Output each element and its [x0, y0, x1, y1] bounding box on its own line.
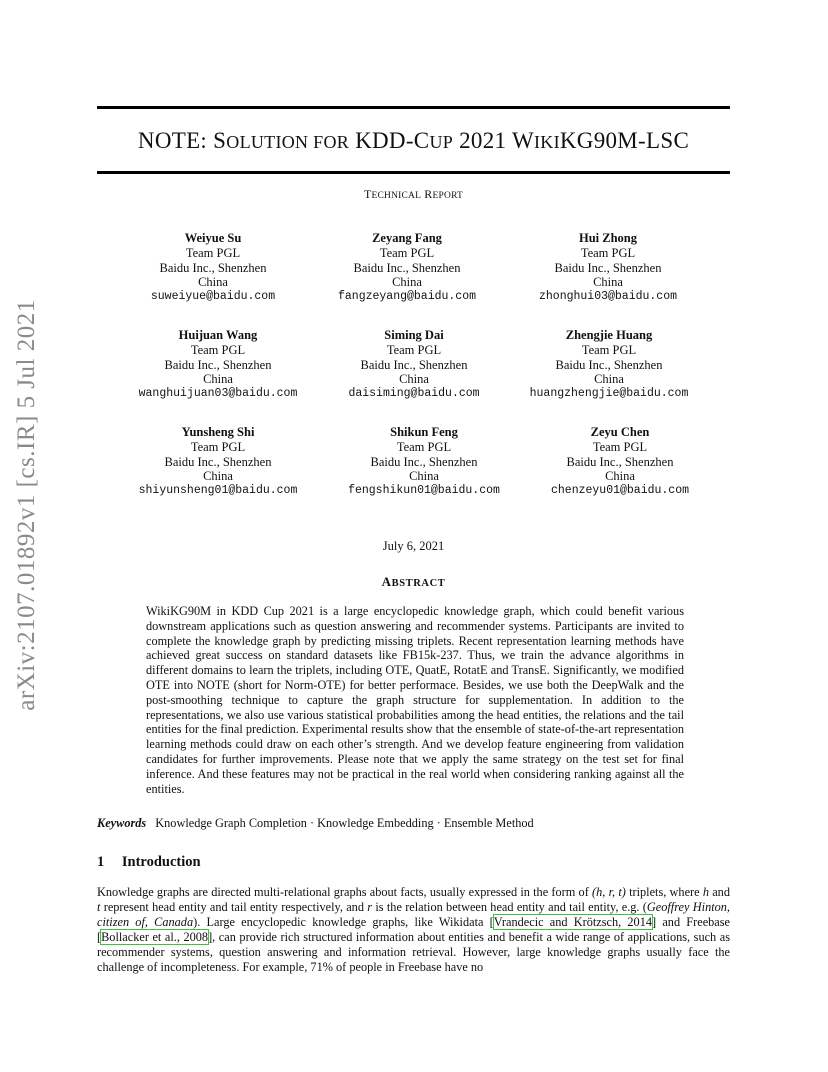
author-affiliation: Baidu Inc., Shenzhen: [360, 357, 468, 372]
author-affiliation: Baidu Inc., Shenzhen: [566, 454, 674, 469]
author-affiliation: Baidu Inc., Shenzhen: [370, 454, 478, 469]
author-country: China: [593, 275, 623, 290]
author-name: Zeyang Fang: [372, 231, 442, 245]
author-name: Yunsheng Shi: [181, 425, 255, 439]
paper-subtitle: TECHNICAL REPORT: [363, 187, 464, 201]
author-country: China: [594, 372, 624, 387]
author-block: [329, 425, 519, 499]
author-country: China: [203, 469, 233, 484]
author-block: [123, 328, 313, 402]
author-team: Team PGL: [185, 245, 241, 260]
author-team: Team PGL: [386, 342, 442, 357]
author-email[interactable]: zhonghui03@baidu.com: [538, 290, 678, 304]
abstract-text: WikiKG90M in KDD Cup 2021 is a large encyclopedic knowledge graph, which could benefit various downstream applications such as question answering and recommender systems. Participants are invited to complete the knowledge graph by predicting missing triplets. Recent representation learning methods have achieved great success on standard datasets like FB15k-237. Thus, we train the advance algorithms in different domains to learn the triplets, including OTE, QuatE, RotatE and TransE. Significantly, we modified OTE into NOTE (short for Norm-OTE) for better performace. Besides, we use both the DeepWalk and the post-smoothing technique to capture the graph structure for supplementation. In addition to the representations, we also use various statistical probabilities among the head entities, the relations and the tail entities for the final prediction. Experimental results show that the ensemble of state-of-the-art representation learning methods could draw on each other’s strength. And we develop feature engineering from validation candidates for further improvements. Please note that we apply the same strategy on the test set for final inference. And these features may not be practical in the real world when considering ranking against all the entities.: [146, 604, 684, 796]
author-email[interactable]: suweiyue@baidu.com: [150, 290, 276, 304]
author-team: Team PGL: [396, 439, 452, 454]
keywords-text: Knowledge Graph Completion · Knowledge Embedding · Ensemble Method: [155, 816, 534, 830]
author-affiliation: Baidu Inc., Shenzhen: [554, 260, 662, 275]
author-block: [513, 231, 703, 305]
author-team: Team PGL: [190, 439, 246, 454]
author-block: [123, 425, 313, 499]
author-block: [514, 328, 704, 402]
author-affiliation: Baidu Inc., Shenzhen: [164, 454, 272, 469]
paper-date: July 6, 2021: [382, 539, 445, 553]
author-name: Hui Zhong: [578, 231, 637, 245]
example-triplet: Geoffrey Hinton, citizen of, Canada: [97, 899, 731, 929]
author-affiliation: Baidu Inc., Shenzhen: [164, 357, 272, 372]
author-name: Siming Dai: [384, 328, 444, 342]
author-name: Zhengjie Huang: [565, 328, 653, 342]
author-team: Team PGL: [190, 342, 246, 357]
abstract-heading: ABSTRACT: [381, 574, 446, 589]
author-team: Team PGL: [581, 342, 637, 357]
author-block: [525, 425, 715, 499]
author-country: China: [605, 469, 635, 484]
author-name: Shikun Feng: [390, 425, 458, 439]
author-country: China: [203, 372, 233, 387]
citation-link[interactable]: Bollacker et al., 2008: [101, 929, 209, 944]
author-email[interactable]: shiyunsheng01@baidu.com: [138, 484, 298, 498]
author-name: Zeyu Chen: [590, 425, 650, 439]
author-email[interactable]: daisiming@baidu.com: [348, 387, 480, 401]
author-block: [118, 231, 308, 305]
author-team: Team PGL: [592, 439, 648, 454]
author-name: Weiyue Su: [184, 231, 242, 245]
author-affiliation: Baidu Inc., Shenzhen: [353, 260, 461, 275]
author-team: Team PGL: [379, 245, 435, 260]
title-rule-top: [97, 106, 730, 109]
author-country: China: [198, 275, 228, 290]
author-email[interactable]: wanghuijuan03@baidu.com: [138, 387, 298, 401]
author-affiliation: Baidu Inc., Shenzhen: [555, 357, 663, 372]
author-email[interactable]: huangzhengjie@baidu.com: [529, 387, 689, 401]
author-team: Team PGL: [580, 245, 636, 260]
author-email[interactable]: fengshikun01@baidu.com: [348, 484, 500, 498]
arxiv-stamp[interactable]: arXiv:2107.01892v1 [cs.IR] 5 Jul 2021: [13, 299, 40, 711]
author-country: China: [392, 275, 422, 290]
intro-paragraph: Knowledge graphs are directed multi-relational graphs about facts, usually expressed in the form of (h, r, t) triplets, where h and t represent head entity and tail entity respectively, and r is the relation between head entity and tail entity, e.g. (Geoffrey Hinton, citizen of, Canada). Large encyclopedic knowledge graphs, like Wikidata [Vrandecic and Krötzsch, 2014] and Freebase [Bollacker et al., 2008], can provide rich structured information about entities and benefit a wide range of applications, such as recommender systems, question answering and information retrieval. However, large knowledge graphs usually face the challenge of incompleteness. For example, 71% of people in Freebase have no: [97, 885, 731, 974]
author-email[interactable]: chenzeyu01@baidu.com: [550, 484, 690, 498]
author-country: China: [409, 469, 439, 484]
keywords-label: Keywords: [97, 816, 147, 830]
author-block: [312, 231, 502, 305]
section-number: 1: [97, 854, 105, 870]
citation-link[interactable]: Vrandecic and Krötzsch, 2014: [493, 914, 653, 929]
author-affiliation: Baidu Inc., Shenzhen: [159, 260, 267, 275]
paper-title: NOTE: SOLUTION FOR KDD-CUP 2021 WIKIKG90M-LSC: [137, 128, 690, 153]
section-title: Introduction: [121, 854, 201, 870]
section-heading: [97, 854, 730, 871]
author-email[interactable]: fangzeyang@baidu.com: [337, 290, 477, 304]
author-name: Huijuan Wang: [178, 328, 258, 342]
triplet-math: (h, r, t): [592, 885, 626, 899]
author-block: [319, 328, 509, 402]
author-country: China: [399, 372, 429, 387]
keywords-line: [97, 816, 730, 831]
title-rule-bottom: [97, 171, 730, 174]
